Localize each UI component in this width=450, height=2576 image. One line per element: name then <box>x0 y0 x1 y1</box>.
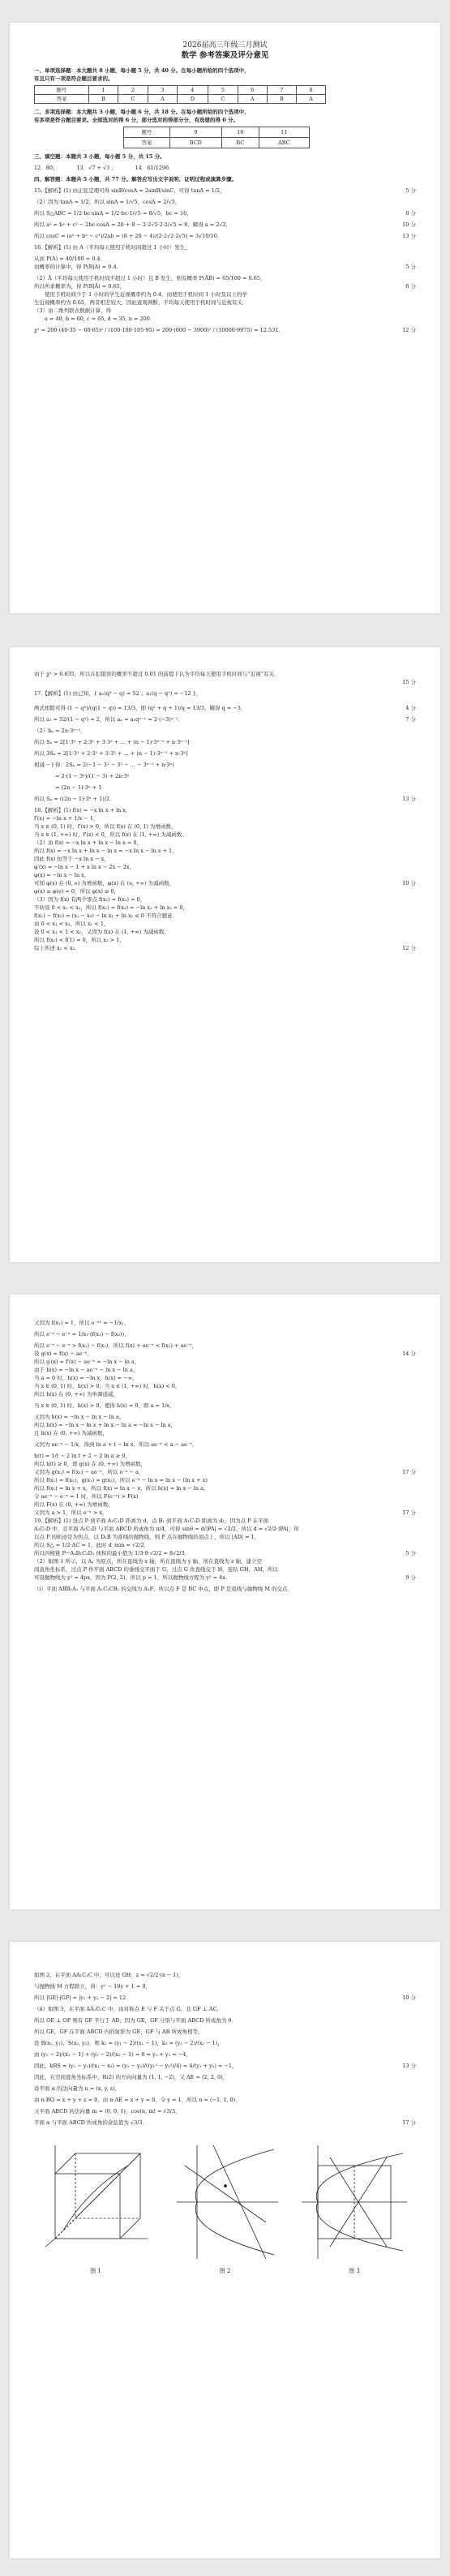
solution-line: 因此，在空间直角坐标系中，R(2) 的方向向量为 (1, 1, −2)，又 AE = (2, 2, 0)， <box>34 2074 229 2080</box>
table-cell: 3 <box>148 86 177 95</box>
solution-line: （2）bₙ = 2n·3ⁿ⁻¹， <box>34 728 86 734</box>
table-cell: 4 <box>177 86 208 95</box>
figure-1 <box>39 2141 152 2275</box>
solution-line: 17 分 平面 α 与平面 ABCD 所成角的余弦值为 √3/3． <box>34 2119 416 2126</box>
solution-line: 所以 f(x₂) < f(1) = 0，所以 x₂ > 1， <box>34 937 125 943</box>
section-1-intro-2: 有且只有一项是符合题目要求的。 <box>34 75 114 82</box>
solution-line: 又平面 ABCD 的法向量 m = (0, 0, 1)，cos⟨n, m⟩ = √3/3， <box>34 2108 181 2114</box>
score-mark: 17 分 <box>402 1469 416 1475</box>
solution-line: （2）因为 tanA = 1/2，所以 sinA = 1/√5，cosA = 2/√5， <box>34 199 181 205</box>
table-label: 答案 <box>35 95 89 104</box>
table-cell: B <box>267 95 296 104</box>
table-cell: 11 <box>259 127 309 138</box>
solution-line: 又因为 ae⁻ˣ − 1/x，得到 ln a + t − ln x，所以 ae⁻ˣ < a − ae⁻ˣ， <box>34 1441 198 1448</box>
solution-line: 因此 f(x) 恒等于 −x ln x − x， <box>34 856 109 862</box>
solution-line: 当 a = 0 时，h(x) = −ln x，h(x) = −∞， <box>34 1375 138 1381</box>
table-cell: BCD <box>169 138 221 148</box>
solution-line: 令 ae⁻ˣ − e⁻ˣ = 1 时，所以 F(e⁻ˣ) > F(x) <box>34 1493 139 1500</box>
score-mark: 10 分 <box>402 880 416 887</box>
solution-line: 当 x ∈ (0, 1) 时，f′(x) > 0，所以 f(x) 在 (0, 1) 为增函数， <box>34 823 177 830</box>
solution-line: （3）由二维列联表数据计算，得 <box>34 307 112 314</box>
solution-line: 所以 S△ = 1/2·AC = 1，此时 d_min = √2/2． <box>34 1542 150 1548</box>
cube-diagram <box>39 2141 152 2263</box>
table-cell: 5 <box>208 86 238 95</box>
solution-line: φ(x) = −ln x − ln x， <box>34 872 90 878</box>
solution-line: 所以 h(t) ≥ 0，即 g(x) 在 (0, +∞) 为增函数， <box>34 1461 147 1467</box>
solution-line: f(x₁) − f(x₂) = (x₁ − x₂) − ln x₁ + ln x₂ ≤ 0 不符合题意． <box>34 912 178 919</box>
solution-line: 与抛物线 M 方程联立，得：y² − 10y + 1 = 0， <box>34 1983 152 1990</box>
square-parabola-diagram <box>298 2141 411 2263</box>
solution-line: 所以 GE，GF 在平面 ABCD 内的射影为 GE，GF 与 AB 所成角相等， <box>34 2029 204 2035</box>
solution-line: （i）平面 ABB₁A₁ 与平面 A₁C₁CB₁ 的交线为 A₁F，所以点 F 是 BC 中点，即 P 是直线与抛物线 M 的交点． <box>34 1586 294 1592</box>
solution-line: 10 分 可知 φ(x) 在 (0, e) 为增函数，φ(x) 在 (e, +∞) 为减函数， <box>34 880 416 887</box>
table-cell: 7 <box>267 86 296 95</box>
section-1-intro: 一、单项选择题：本大题共 8 小题，每小题 5 分，共 40 分。在每小题所给的四个选项中， <box>34 67 250 74</box>
solution-line: 所以 Sₙ = 2[1·3⁰ + 2·3¹ + 3·3² + … + (n − 1)·3ⁿ⁻² + n·3ⁿ⁻¹] <box>34 739 190 745</box>
score-mark: 4 分 <box>405 705 416 711</box>
table-cell: BC <box>221 138 259 148</box>
solution-line: 6 分 所以所求概率为，得 P(B|Ā) = 0.65， <box>34 283 416 290</box>
solution-line: 16.【解析】(1) 由 A（平均每天使用手机时间超过 1 小时）发生， <box>34 244 191 251</box>
solution-line: 5 分 而概率的计算中，得 P(B|A) = 0.4． <box>34 264 416 270</box>
solution-line: = (2n − 1)·3ⁿ + 1 <box>34 784 102 791</box>
solution-line: 13 分 所以 Sₙ = ((2n − 1)·3ⁿ + 1)/2． <box>34 796 416 802</box>
solution-line: h(t) = 1/t − 2 ln t + 2 − 2 ln a ≥ 0， <box>34 1453 131 1459</box>
fill-blank-answers: 12．80； 13．√7 + √3 ； 14．61/1296． <box>34 165 174 171</box>
solution-line: 当 x ∈ (0, 1) 时，h(x) > 0；当 x ∈ (1, +∞) 时，h(x) < 0， <box>34 1383 181 1389</box>
solution-line: （2）Ā（平均每天使用手机时间不超过 1 小时）且 B 发生，则有概率 P(ĀB) = 65/100 = 0.65， <box>34 275 266 281</box>
solution-line: 由 0 < x₁ < x₂，所以 x₁ < 1， <box>34 921 109 927</box>
solution-line: 所以 g′(x) = f′(x) − ae⁻ˣ = −ln x − ln a， <box>34 1359 140 1365</box>
solution-line: 又因为 f(x₁) = 1，所以 e⁻ˣ¹ = −1/x₁， <box>34 1320 130 1326</box>
figure-caption: 图 3 <box>349 2268 360 2274</box>
page-2 <box>10 647 440 1262</box>
solution-line: 17 分 又因为 g(x₁) = f(x₁) − ae⁻ˣ，所以 e⁻ˣ − a， <box>34 1469 416 1475</box>
table-cell: C <box>208 95 238 104</box>
score-mark: 8 分 <box>405 210 416 217</box>
solution-line <box>34 678 416 686</box>
solution-line: 5 分 所以四棱锥 P−A₁B₁C₁D₁ 体积的最小值为 1/3·8·√2/2 = 8√2/3． <box>34 1550 416 1556</box>
solution-line: 17 分 又因为 a > 1，所以 e⁻ˣ > x， <box>34 1509 416 1516</box>
score-mark: 10 分 <box>402 1994 416 2001</box>
score-mark: 5 分 <box>405 1550 416 1556</box>
solution-line: 设平面 α 的法向量为 n = (x, y, z)， <box>34 2085 121 2092</box>
table-cell: 10 <box>221 127 259 138</box>
document-subtitle: 数学 参考答案及评分意见 <box>181 51 269 60</box>
solution-line: 所以 F(x) 在 (0, +∞) 为增函数， <box>34 1501 114 1508</box>
solution-line: 12 分 χ² = 200·(40·35 − 60·65)² / (100·100·105·95) = 200·(800 − 3900)² / (10000·9975) ≈ 12.531． <box>34 327 416 333</box>
score-mark: 10 分 <box>402 221 416 228</box>
solution-line: 以点 P 的轨迹是为焦点，以 D₁B 为准线的抛物线，则 P 点在抛物线的顶点上，所以 |AD| = 1， <box>34 1534 260 1540</box>
solution-line: 10 分 所以 a² = b² + c² − 2bc·cosA = 20 + 8 − 2·2√5·2·2/√5 = 8，解得 a = 2√2， <box>34 221 416 228</box>
score-mark: 15 分 <box>402 679 416 685</box>
solution-line: 由 n·RQ = x + y + z = 0，由 n·AE = x + y = 0，令 y = 1，所以 n = (−1, 1, 0)， <box>34 2097 241 2103</box>
solution-line: φ′(x) = −ln x − 1 + x ln x − 2x − 2x， <box>34 864 135 870</box>
table-cell: A <box>238 95 267 104</box>
table-cell: B <box>88 95 118 104</box>
page-4 <box>10 1942 440 2558</box>
figure-3 <box>298 2141 411 2275</box>
table-cell: ABC <box>259 138 309 148</box>
solution-line: 12 分 综上所述 x₁ < x₂． <box>34 945 416 951</box>
score-mark: 17 分 <box>402 2119 416 2126</box>
solution-line: = 2·(1 − 3ⁿ)/(1 − 3) + 2n·3ⁿ <box>34 773 130 779</box>
table-cell: 1 <box>88 86 118 95</box>
solution-line: 5 分 15.【解析】(1) 由正弦定理可得 sinB/cosA = 2sinB/sinC，可得 tanA = 1/2， <box>34 187 416 194</box>
table-cell: A <box>296 95 325 104</box>
solution-line: 当 x ∈ (0, 1) 时，h(x) > 0，使得 h(x) = 0，即 a = 1/x， <box>34 1402 175 1409</box>
solution-line: a = 40, b = 60, c = 65, d = 35, n = 200． <box>34 316 156 322</box>
solution-line: 7 分 所以 a₁ = 52/(1 − q³) = 2，所以 aₙ = a₁qⁿ⁻¹ = 2·(−3)ⁿ⁻¹． <box>34 716 416 723</box>
document-title: 2026届高三年级三月测试 <box>182 41 268 49</box>
solution-line: 9 分 可设抛物线为 y² = 4px，因为 P(2, 2)，所以 p = 1，所以抛物线方程为 y² = 4x． <box>34 1574 416 1581</box>
solution-line: 设 0 < x₁ < 1 < x₂，又因为 f(x) 在 (1, +∞) 为减函数， <box>34 929 169 935</box>
table-label: 答案 <box>124 138 170 148</box>
score-mark: 6 分 <box>405 283 416 290</box>
solution-line: 由 (y₁ − 2)/(x₁ − 1) + (y₂ − 2)/(x₂ − 1) = 0 ⇒ y₁ + y₂ = −4， <box>34 2051 191 2058</box>
parabola-diagram <box>169 2141 282 2263</box>
table-cell: A <box>148 95 177 104</box>
score-mark: 5 分 <box>405 187 416 194</box>
figure-caption: 图 2 <box>219 2268 231 2274</box>
score-mark: 13 分 <box>402 2063 416 2069</box>
solution-line: 18.【解析】(1) f(x) = −x ln x + ln x， <box>34 807 131 814</box>
score-mark: 14 分 <box>402 1350 416 1357</box>
table-cell: 9 <box>169 127 221 138</box>
section-2-intro: 二、多项选择题：本大题共 3 小题，每小题 6 分，共 18 分。在每小题所给的四个选项中， <box>34 109 250 115</box>
score-mark: 9 分 <box>405 1574 416 1581</box>
solution-line: 所以 e⁻ˣ − e⁻ˣ = 1/x₁·(f(x₁) − f(x₂))， <box>34 1331 130 1337</box>
solution-line: 使用手机时间少于 1 小时的学生近视概率约为 0.4，而使用手机时间 1 小时及以上的学 <box>34 291 247 298</box>
answer-table-1 <box>34 85 326 104</box>
solution-line: 8 分 所以 S△ABC = 1/2·bc·sinA = 1/2·bc·1/√5 = 8/√5，bc = 16， <box>34 210 416 217</box>
solution-line: 间直角坐标系，过点 P 作平面 ABCD 的垂线交平面于 G，过点 G 作直线交于 H，连结 GH，AH，所以 <box>34 1566 279 1573</box>
solution-line: （2）由 f(x) = −x ln x + ln x − ln x = 0， <box>34 839 142 846</box>
solution-line: 19.【解析】(1) 设点 P 到平面 A₁C₁D 距离为 d，点 B₁ 到平面 A₁C₁D 距离为 d₁，因为点 P 在平面 <box>34 1518 269 1524</box>
solution-line: 所以 3Sₙ = 2[1·3¹ + 2·3² + 3·3³ + … + (n − 1)·3ⁿ⁻¹ + n·3ⁿ] <box>34 750 188 757</box>
solution-line: 生近视概率约为 0.65，两者相差较大，因此直观判断，平均每天使用手机时间与近视有关． <box>34 299 248 306</box>
section-4-intro: 四、解答题：本题共 5 小题，共 77 分。解答应写出文字说明、证明过程或演算步骤。 <box>34 176 238 182</box>
score-mark: 13 分 <box>402 233 416 239</box>
table-cell: 6 <box>238 86 267 95</box>
page-3 <box>10 1294 440 1909</box>
table-label: 题号 <box>35 86 89 95</box>
solution-line: 如图 2，在平面 AA₁C₁C 中，可以设 GH：z = √2/2·(x − 1)， <box>34 1972 184 1978</box>
table-cell: 8 <box>296 86 325 95</box>
solution-line: 当 x ∈ (1, +∞) 时，f′(x) < 0，所以 f(x) 在 (1, +∞) 为减函数， <box>34 831 187 838</box>
solution-line: f′(x) = −ln x + 1/x − 1， <box>34 815 99 822</box>
solution-line: φ(x) ≤ φ(e) = 0，所以 φ(x) ≤ 0， <box>34 888 120 895</box>
solution-line: 所以 f(x₁) = f(x₂)，g(x₁) = g(x₂)，所以 e⁻ˣ − ln x = ln x − (ln x + x) <box>34 1477 208 1483</box>
table-cell: C <box>118 95 148 104</box>
solution-line: A₁C₁D 中，且平面 A₁C₁D 与平面 ABCD 所成角为 π/4，可得 sinθ = d/|PA| = √2/2，所以 d = √2/2·|PA|，所 <box>34 1526 299 1532</box>
solution-line: 所以 e⁻ˣ − e⁻ˣ > f(x₁) − f(x₂)．所以 f(x) + ae⁻ˣ < f(x₂) + ae⁻ˣ， <box>34 1342 197 1349</box>
score-mark: 7 分 <box>405 716 416 723</box>
section-2-intro-2: 有多项是符合题目要求。全部选对的得 6 分，部分选对的得部分分，有选错的得 0 分。 <box>34 117 239 123</box>
solution-line: 13 分 所以 cosC = (a² + b² − c²)/2ab = (8 + 20 − 4)/(2·2√2·2√5) = 3√10/10． <box>34 233 416 239</box>
solution-line: 又因为 h(x) = −ln x − ln x − ln a， <box>34 1414 125 1420</box>
score-mark: 17 分 <box>402 1509 416 1516</box>
answer-table-2 <box>123 127 310 148</box>
solution-line: 所以 h(x) 在 (0, +∞) 为单调递减， <box>34 1391 118 1397</box>
solution-line: （3）因为 f(x) 有两个零点 f(x₁) = f(x₂) = 0， <box>34 896 146 903</box>
solution-line: 所以 f(x) = −x ln x + ln x − ln x = −x ln x − ln x + 1， <box>34 848 178 854</box>
table-cell: 2 <box>118 86 148 95</box>
figures-row <box>34 2141 416 2275</box>
solution-line: 且 h(x) 在 (0, +∞) 为减函数， <box>34 1430 108 1436</box>
score-mark: 12 分 <box>402 327 416 333</box>
solution-line: 14 分 设 g(x) = f(x) − ae⁻ˣ， <box>34 1350 416 1357</box>
solution-line: 10 分 所以 |GE|·|GF| = |y₁ + y₂ − 2| = 12． <box>34 1994 416 2001</box>
table-cell: D <box>177 95 208 104</box>
page-1 <box>10 23 440 613</box>
solution-line: 所以 h(x) = −ln x − ln x + ln x − ln a = −ln x − ln a， <box>34 1422 177 1428</box>
solution-line: 设 R(x₁, y₁)，S(x₂, y₂)，则 k₁ = (y₁ − 2)/(x₁ − 1)，k₂ = (y₂ − 2)/(x₂ − 1)， <box>34 2040 223 2046</box>
solution-line: 不妨设 0 < x₁ < x₂，所以 f(x₁) = f(x₂) = −ln x₁ + ln x₂ = 0， <box>34 904 189 911</box>
section-3-intro: 三、填空题：本题共 3 小题，每小题 5 分，共 15 分。 <box>34 153 165 160</box>
solution-line: 4 分 两式相除可得 (1 − q³)/(q(1 − q)) = 13/3，即 (q² + q + 1)/q = 13/3，解得 q = −3， <box>34 705 416 711</box>
solution-line: 由于 χ² > 6.635，所以在犯错误的概率不超过 0.01 的前提下认为平均每天使用手机时间与“近视”有关． <box>34 671 280 677</box>
solution-line: 相减一下得：2Sₙ = 2(−1 − 3¹ − 3² − … − 3ⁿ⁻¹ + n·3ⁿ) <box>34 762 174 768</box>
score-mark: 13 分 <box>402 796 416 802</box>
table-label: 题号 <box>124 127 170 138</box>
score-mark: 5 分 <box>405 264 416 270</box>
solution-line: （ii）如图 3，在平面 AA₁C₁C 中，由对称点 E 与 F 关于点 G，且 GF ⊥ AC， <box>34 2006 222 2012</box>
solution-line: 17.【解析】(1) 由已知，{ a₁(q³ − q) = 52 ；a₁(q − q²) = −12 }， <box>34 690 202 697</box>
solution-line: 所以 f(x₁) = ln x + x，所以 f(x) = ln x − x，所以 h(x) = ln x − ln a， <box>34 1485 209 1492</box>
solution-line: 由于 h(x) = −ln x − ae⁻ˣ − ln x − ln a， <box>34 1367 139 1373</box>
solution-line: 所以 OE ⊥ OF 则有 GF 平行于 AB，因为 GE，GF 分别与平面 ABCD 所成角为 θ． <box>34 2017 237 2024</box>
figure-2 <box>169 2141 282 2275</box>
solution-line: 13 分 因此，kRS = (y₁ − y₂)/(x₁ − x₂) = (y₁ − y₂)/((y₁² − y₂²)/4) = 4/(y₁ + y₂) = −1， <box>34 2063 416 2069</box>
score-mark: 12 分 <box>402 945 416 951</box>
solution-line: 从而 P(A) = 40/100 = 0.4． <box>34 255 106 262</box>
figure-caption: 图 1 <box>90 2268 101 2274</box>
solution-line: （2）如图 1 所示，以 A₁ 为原点，所在直线为 x 轴，所在直线为 y 轴，所在直线为 z 轴，建立空 <box>34 1558 262 1565</box>
